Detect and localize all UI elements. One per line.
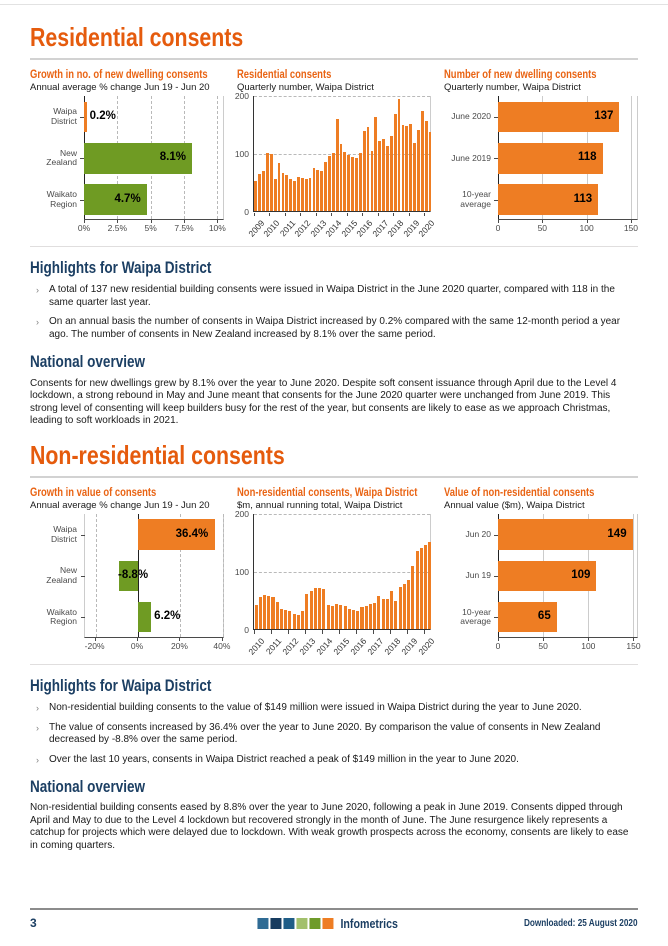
bar (428, 542, 431, 628)
year-label: 2011 (263, 635, 284, 657)
year-label: 2012 (280, 635, 301, 657)
chart-plot-area (444, 514, 641, 652)
bar (314, 588, 317, 629)
year-label: 2019 (398, 635, 419, 657)
bar (262, 171, 265, 212)
bar (405, 126, 408, 211)
section-title-non-residential (30, 439, 638, 470)
x-tick-label: 0 (495, 640, 501, 651)
gridline (217, 96, 218, 219)
chart-title-text: Value of non-residential consents (444, 486, 595, 499)
page-number: 3 (30, 916, 37, 930)
chart-value-non-residential (444, 486, 641, 656)
x-tick-label: 0% (77, 223, 91, 234)
bullet-item: › Non-residential building consents to the value of $149 million were issued in Waipa District during the year to June 2020. (30, 702, 638, 715)
bar (310, 591, 313, 629)
bar (344, 606, 347, 629)
category-label: Waikato Region (46, 189, 77, 209)
chart-plot-area (234, 508, 436, 657)
year-label: 2016 (348, 635, 369, 657)
year-label: 2014 (314, 635, 335, 657)
divider (30, 246, 638, 247)
gridline (223, 514, 224, 637)
bar (374, 117, 377, 212)
chart-title-text: Non-residential consents, Waipa District (237, 486, 418, 499)
category-label: 10-year average (460, 606, 491, 627)
chart-plot-area (30, 96, 224, 234)
bar (267, 596, 270, 629)
y-tick-label: 200 (234, 91, 249, 102)
bar (343, 152, 346, 212)
chart-subtitle: Annual value ($m), Waipa District (444, 499, 585, 511)
bar-value-label: 109 (571, 568, 591, 581)
bar (394, 114, 397, 211)
y-tick-label: 0 (244, 624, 249, 635)
bar (313, 168, 316, 211)
section-title-residential (30, 24, 638, 51)
chart-subtitle: $m, annual running total, Waipa District (237, 499, 403, 511)
x-axis (84, 638, 231, 652)
bar-value-label: 6.2% (154, 610, 181, 623)
bar (297, 177, 300, 212)
plot (84, 96, 224, 220)
chart-subtitle: Annual average % change Jun 19 - Jun 20 (30, 82, 210, 94)
bar (284, 610, 287, 629)
bar (359, 153, 362, 211)
y-tick-label: 100 (234, 149, 249, 160)
bar (360, 607, 363, 629)
bar (331, 606, 334, 629)
x-tick-label: 7.5% (174, 223, 194, 234)
footer-rule (30, 908, 638, 910)
bar-value-label: 4.7% (114, 192, 141, 205)
year-label: 2017 (370, 218, 391, 240)
year-label: 2016 (354, 218, 375, 240)
plot (253, 96, 431, 212)
gridline (254, 572, 430, 573)
page-footer (0, 908, 668, 932)
bar-value-label: 0.2% (89, 109, 116, 122)
chart-subtitle: Quarterly number, Waipa District (237, 82, 374, 94)
year-label: 2019 (401, 218, 422, 240)
category-axis (444, 96, 498, 220)
bar (305, 594, 308, 629)
overview-heading-residential (30, 353, 638, 371)
y-tick-label: 100 (234, 566, 249, 577)
category-label: Waikato Region (46, 606, 77, 627)
bar (335, 604, 338, 629)
bar (398, 99, 401, 211)
bar (280, 609, 283, 629)
highlights-heading-text: Highlights for Waipa District (30, 676, 212, 695)
bar (278, 163, 281, 212)
bar (347, 155, 350, 211)
section-title-non-residential-text: Non-residential consents (30, 439, 285, 470)
bar (327, 605, 330, 629)
bar (322, 589, 325, 628)
chart-title-text: Growth in no. of new dwelling consents (30, 69, 208, 82)
bar (403, 584, 406, 629)
bar-value-label: 118 (578, 151, 597, 164)
x-axis (495, 638, 641, 652)
bar (351, 157, 354, 212)
bar (413, 143, 416, 211)
page-top-rule (0, 4, 668, 5)
x-tick-label: 10% (208, 223, 226, 234)
category-label: Jun 19 (465, 570, 491, 581)
year-label: 2018 (385, 218, 406, 240)
bar (429, 132, 432, 211)
bar (271, 597, 274, 629)
bar (417, 130, 420, 211)
x-tick-label: 100 (579, 223, 594, 234)
bar (365, 606, 368, 629)
x-tick-label: 2.5% (107, 223, 128, 234)
plot (253, 514, 431, 630)
bullet-item: › A total of 137 new residential building consents were issued in Waipa District in the June 2020 quarter, compared with 118 in the same quarter last year. (30, 284, 638, 309)
category-label: June 2019 (451, 152, 491, 163)
chart-title (444, 69, 638, 81)
overview-heading-text: National overview (30, 778, 146, 797)
year-label: 2013 (297, 635, 318, 657)
bar (297, 615, 300, 629)
x-tick-label: 0% (130, 640, 144, 651)
category-axis (30, 514, 84, 638)
brand-name-text: Infometrics (340, 915, 398, 931)
bar (301, 178, 304, 211)
x-tick-label: 5% (144, 223, 157, 234)
bar (270, 154, 273, 211)
section-title-residential-text: Residential consents (30, 22, 244, 52)
chart-title (237, 69, 431, 81)
x-tick-label: -20% (84, 640, 105, 651)
chart-subtitle: Annual average % change Jun 19 - Jun 20 (30, 499, 210, 511)
chart-growth-dwelling-consents (30, 69, 224, 238)
bar (378, 141, 381, 212)
bar-value-label: 8.1% (159, 151, 186, 164)
logo-square-icon (322, 918, 333, 929)
category-tick (81, 576, 85, 577)
x-tick-label: 50 (537, 223, 548, 234)
bar (399, 587, 402, 629)
year-label: 2010 (246, 635, 267, 657)
year-label: 2017 (364, 635, 386, 657)
year-label: 2020 (415, 635, 436, 657)
x-axis (77, 220, 226, 234)
x-tick-label: 40% (213, 640, 231, 651)
bar (352, 610, 355, 629)
logo-square-icon (309, 918, 320, 929)
y-tick-label: 0 (244, 207, 249, 218)
bullet-item: › The value of consents increased by 36.4% over the year to June 2020. By comparison the value of consents in New Zealand decreased by -8.8% over the same period. (30, 722, 638, 747)
year-label: 2014 (323, 218, 344, 240)
bar (289, 179, 292, 211)
bar (274, 179, 277, 211)
bar (266, 153, 269, 211)
bar (332, 153, 335, 211)
bar (394, 601, 397, 629)
non-residential-bullets (30, 702, 638, 766)
gridline (254, 514, 430, 515)
bar (339, 605, 342, 629)
residential-bullets (30, 284, 638, 341)
bar-value-label: 65 (537, 610, 551, 623)
x-axis (246, 214, 437, 240)
bullet-item: › On an annual basis the number of consents in Waipa District increased by 0.2% compared with the same 12-month period a year ago. The number of consents in New Zealand increased by 8.1% over the same period. (30, 316, 638, 341)
x-axis (246, 632, 436, 657)
chart-title-text: Number of new dwelling consents (444, 69, 597, 82)
bar (263, 595, 266, 629)
category-tick (81, 535, 85, 536)
bar (407, 580, 410, 629)
category-label: Jun 20 (465, 528, 491, 539)
chart-non-residential-running-total (234, 486, 436, 657)
bar (276, 602, 279, 629)
bar (382, 139, 385, 212)
bar (369, 604, 372, 629)
bar-value-label: 113 (573, 192, 593, 205)
bar (293, 181, 296, 211)
bar (424, 545, 427, 629)
section-rule (30, 476, 638, 478)
chart-plot-area (234, 91, 437, 240)
bar (356, 611, 359, 628)
year-label: 2018 (381, 635, 403, 657)
highlights-heading-non-residential (30, 677, 638, 695)
chart-number-new-dwelling (444, 69, 638, 238)
x-tick-label: 50 (538, 640, 548, 651)
bar (355, 158, 358, 211)
category-label: New Zealand (46, 147, 77, 168)
bullet-item: › Over the last 10 years, consents in Waipa District reached a peak of $149 million in the year to June 2020. (30, 754, 638, 767)
bar (425, 121, 428, 211)
non-residential-overview-paragraph: Non-residential building consents eased by 8.8% over the year to June 2020, following a peak in June 2019. Consents dipped through April and May to due to the Level 4 lockdown but recovered strongly in the month of June. The June resurgence likely represents a catchup for projects which were delayed due to lockdown. With weak growth prospects across the economy, consents are likely to ease in coming quarters. (30, 802, 629, 851)
bar (390, 136, 393, 211)
bar (382, 599, 385, 629)
x-axis (495, 220, 638, 234)
chart-title (30, 69, 224, 81)
logo-square-icon (270, 918, 281, 929)
category-tick (81, 617, 85, 618)
gridline (633, 514, 634, 637)
logo-squares-icon (257, 918, 333, 929)
year-label: 2015 (331, 635, 352, 657)
category-label: Waipa District (51, 106, 77, 126)
year-label: 2011 (277, 218, 298, 239)
highlights-heading-residential (30, 259, 638, 277)
y-tick-label: 200 (234, 508, 249, 519)
year-label: 2012 (292, 218, 313, 240)
bar (348, 609, 351, 629)
downloaded-timestamp (499, 918, 638, 929)
section-rule (30, 58, 638, 60)
bar (301, 611, 304, 628)
bar (367, 127, 370, 211)
bar (293, 614, 296, 629)
bar (411, 566, 414, 629)
chart-growth-value-consents (30, 486, 231, 656)
x-tick-label: 150 (626, 640, 641, 651)
bar (363, 131, 366, 211)
bar (409, 124, 412, 211)
category-label: Waipa District (51, 524, 77, 544)
bar-value-label: -8.8% (118, 568, 149, 581)
bar (386, 599, 389, 629)
chart-title-text: Growth in value of consents (30, 486, 157, 499)
bar (305, 179, 308, 211)
bar (421, 111, 424, 211)
logo-square-icon (296, 918, 307, 929)
plot (84, 514, 224, 638)
bar-value-label: 36.4% (175, 527, 209, 540)
gridline (96, 514, 97, 637)
y-axis (234, 91, 251, 218)
overview-heading-text: National overview (30, 353, 146, 372)
highlights-heading-text: Highlights for Waipa District (30, 259, 212, 278)
bar (259, 597, 262, 629)
bar (377, 596, 380, 629)
chart-title (30, 487, 224, 499)
residential-charts-row (30, 69, 638, 238)
bar (320, 171, 323, 212)
bar-value-label: 149 (607, 527, 627, 540)
downloaded-text: Downloaded: 25 August 2020 (524, 917, 638, 929)
chart-title-text: Residential consents (237, 69, 332, 82)
logo-square-icon (257, 918, 268, 929)
residential-overview-paragraph: Consents for new dwellings grew by 8.1% over the year to June 2020. Despite soft consent issuance through April due to the Level 4 lockdown, a strong rebound in May and June meant that consents for the June 2020 quarter were unchanged from June 2019. This strong level of consenting will keep builders busy for the rest of the year, but consents are likely to ease as we approach Christmas, leading to soft workloads in 2021. (30, 377, 617, 427)
bar (416, 551, 419, 629)
x-tick-label: 20% (170, 640, 188, 651)
chart-title (237, 487, 431, 499)
bar (328, 156, 331, 211)
bar (386, 146, 389, 211)
infometrics-logo (257, 916, 410, 931)
gridline (254, 96, 430, 97)
bar (390, 591, 393, 629)
chart-plot-area (30, 514, 231, 652)
logo-square-icon (283, 918, 294, 929)
category-axis (30, 96, 84, 220)
overview-heading-non-residential (30, 778, 638, 796)
bar (324, 162, 327, 211)
chart-subtitle: Quarterly number, Waipa District (444, 82, 581, 94)
bar (255, 605, 258, 629)
x-tick-label: 0 (495, 223, 501, 234)
x-tick-label: 150 (623, 223, 638, 234)
gridline (631, 96, 632, 219)
brand-name (340, 916, 410, 931)
bar (373, 603, 376, 629)
bar (288, 611, 291, 628)
year-label: 2013 (308, 218, 329, 240)
y-axis (234, 508, 251, 635)
bar (316, 170, 319, 212)
bar (285, 175, 288, 211)
non-residential-charts-row (30, 486, 641, 657)
bar (309, 178, 312, 211)
bar (420, 548, 423, 629)
category-label: 10-year average (460, 189, 491, 209)
x-tick-label: 100 (581, 640, 596, 651)
year-label: 2015 (339, 218, 360, 240)
bar (84, 102, 87, 133)
divider (30, 664, 638, 665)
bar (138, 602, 151, 633)
plot (498, 96, 638, 220)
category-axis (444, 514, 498, 638)
chart-title (444, 487, 638, 499)
chart-plot-area (444, 96, 638, 234)
year-label: 2020 (416, 218, 437, 240)
category-label: June 2020 (451, 111, 491, 122)
bar (402, 125, 405, 211)
bar (258, 174, 261, 211)
year-label: 2009 (246, 218, 267, 240)
bar (336, 119, 339, 212)
bar (282, 173, 285, 211)
category-label: New Zealand (46, 565, 77, 585)
bar (371, 151, 374, 211)
bar (340, 144, 343, 211)
bar-value-label: 137 (594, 109, 614, 122)
bar (254, 181, 257, 211)
chart-residential-quarterly (234, 69, 437, 240)
plot (498, 514, 638, 638)
year-label: 2010 (261, 218, 282, 240)
bar (318, 588, 321, 629)
